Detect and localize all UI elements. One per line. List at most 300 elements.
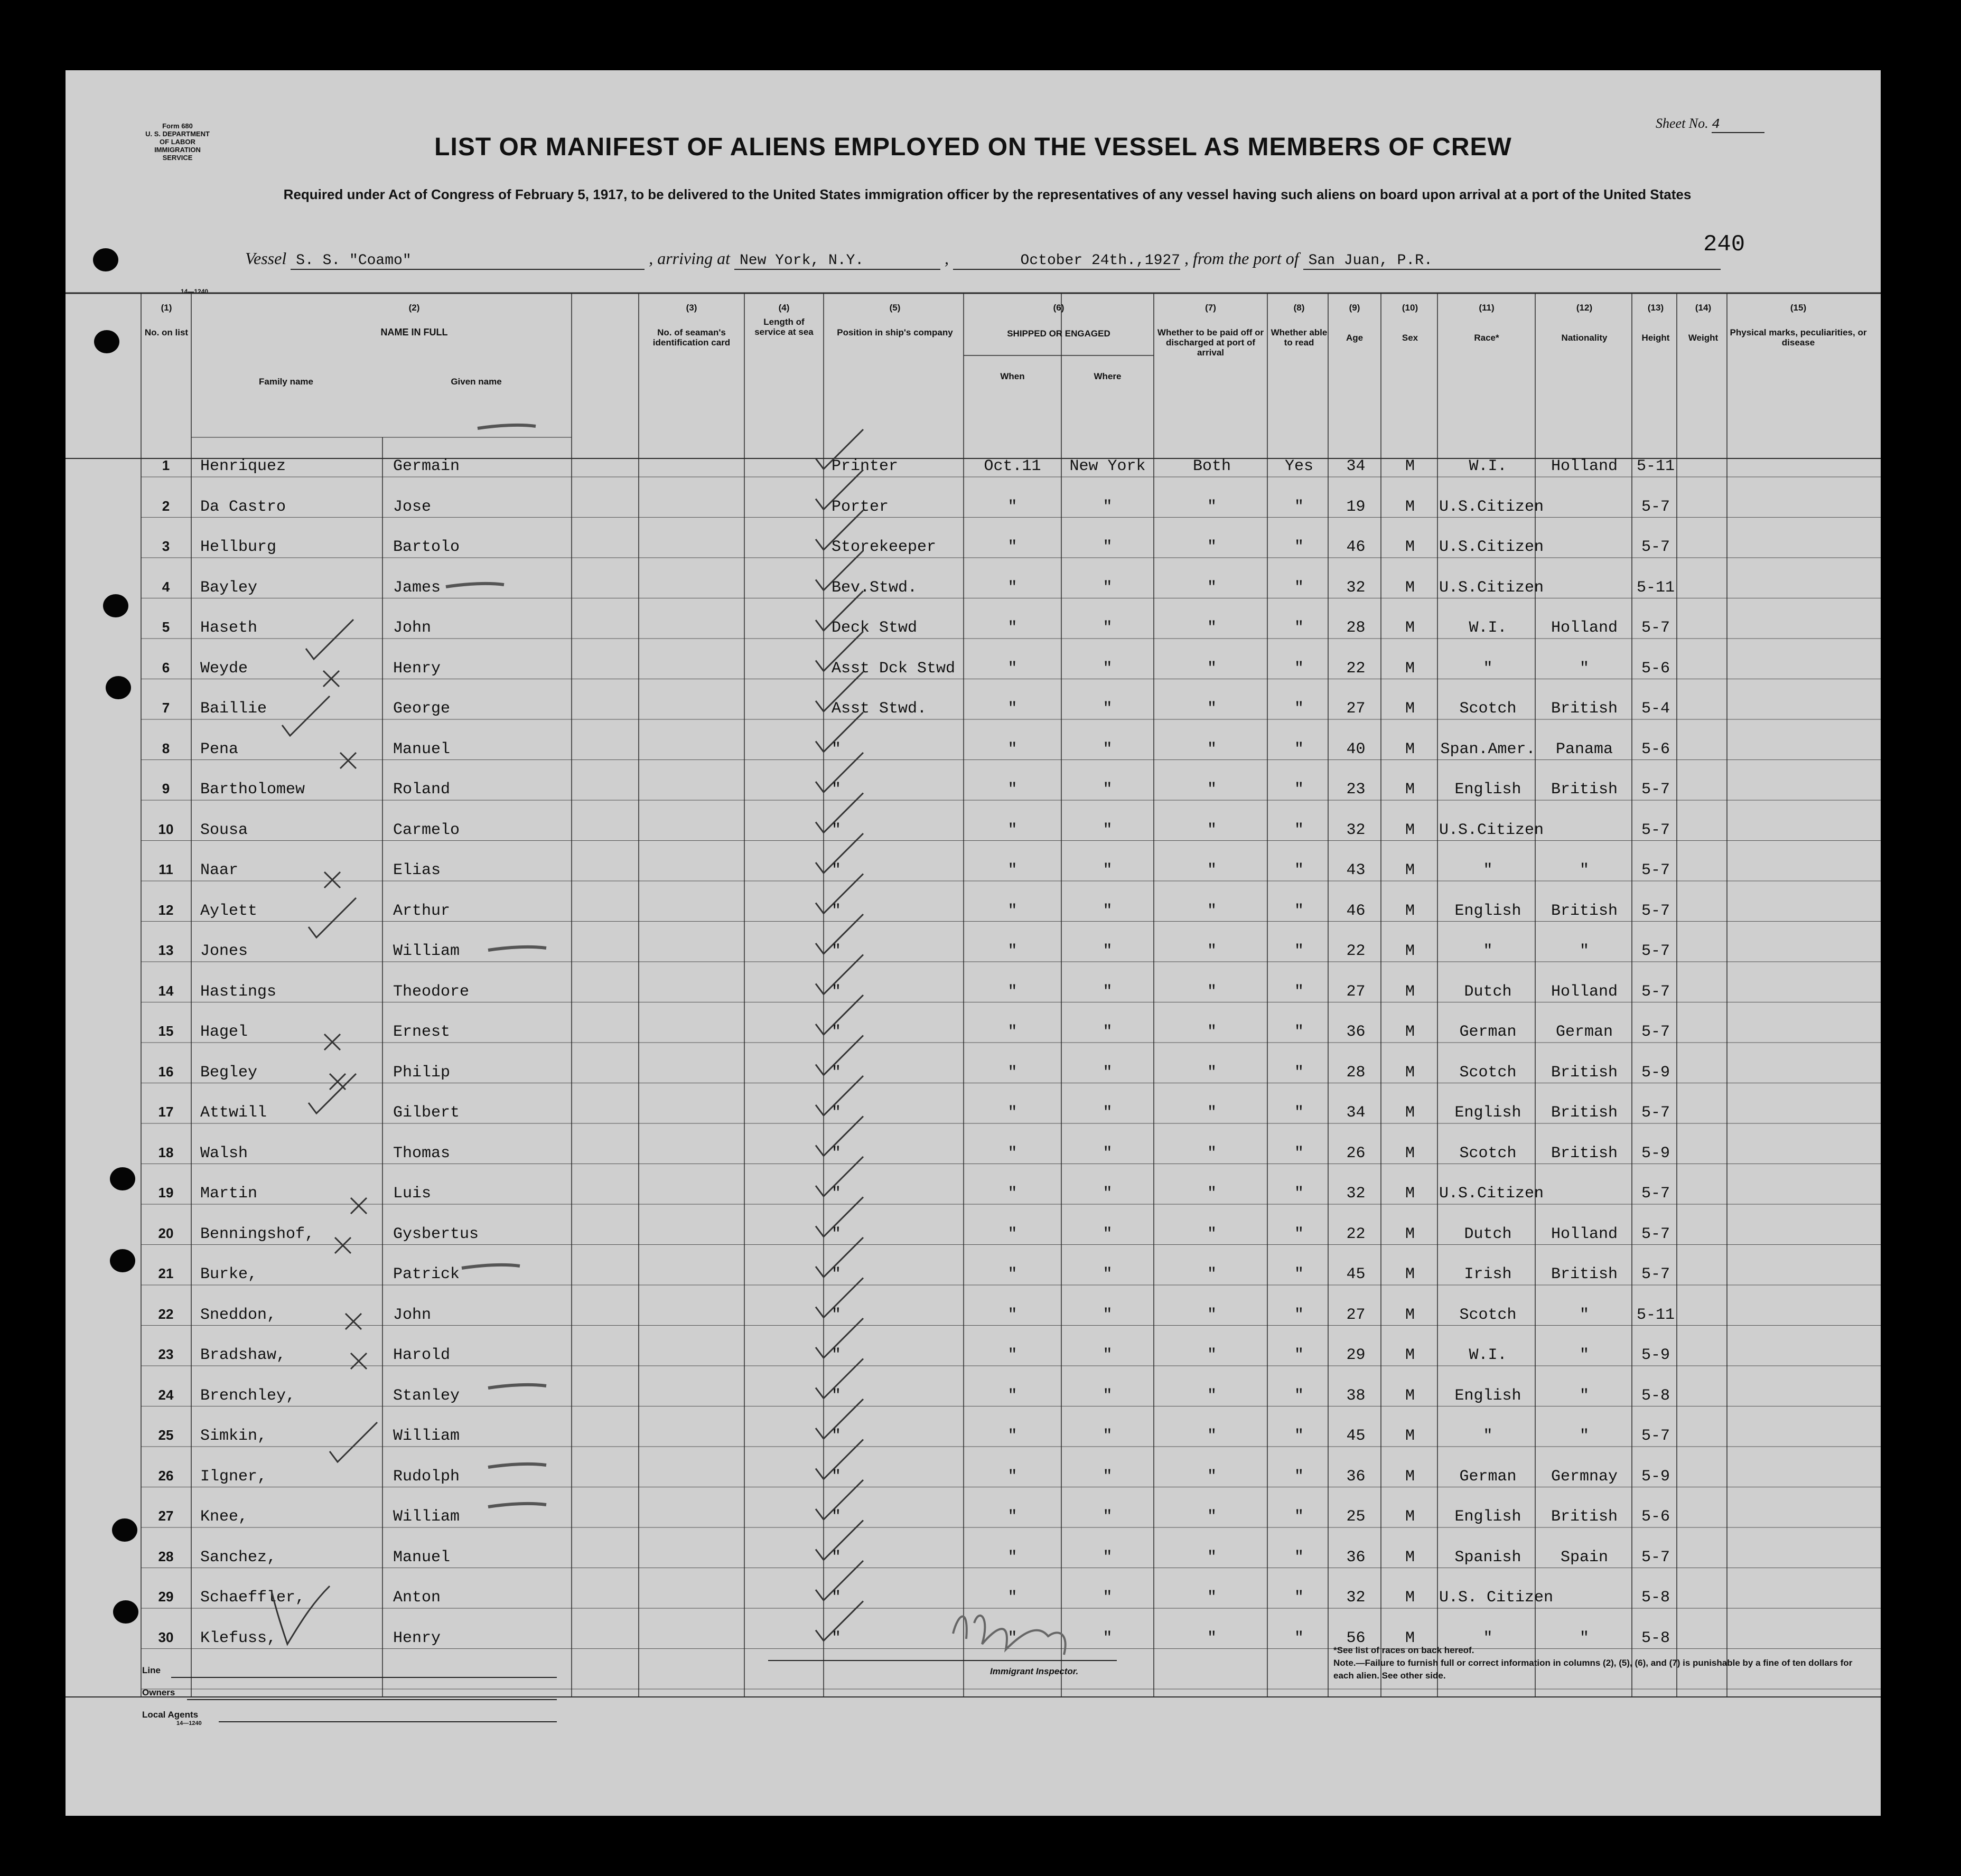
nationality: " [1579, 861, 1589, 879]
sex: M [1405, 1063, 1415, 1082]
row-number: 18 [158, 1144, 174, 1160]
sex: M [1405, 619, 1415, 637]
nationality: British [1551, 1144, 1618, 1162]
height: 5-6 [1641, 740, 1670, 758]
row-number: 25 [158, 1427, 174, 1443]
paid-off: " [1207, 982, 1217, 1001]
binder-hole [110, 1167, 135, 1190]
given-name: Theodore [393, 982, 470, 1001]
form-number: Form 680 [162, 122, 193, 130]
sex: M [1405, 659, 1415, 678]
paid-off: " [1207, 538, 1217, 556]
able-to-read: " [1294, 1508, 1304, 1526]
height: 5-4 [1641, 700, 1670, 718]
check-mark [816, 1076, 863, 1115]
race: U.S.Citizen [1439, 1185, 1544, 1203]
check-mark [816, 1480, 863, 1519]
document-subtitle: Required under Act of Congress of February 5, 1917, to be delivered to the United States immigration officer by the representatives of any vessel having such aliens on board upon arrival at a port of the United States [283, 186, 1692, 202]
row-number: 2 [162, 498, 170, 514]
able-to-read: " [1294, 1548, 1304, 1567]
able-to-read: " [1294, 1185, 1304, 1203]
position: " [832, 1225, 842, 1243]
family-name: Martin [200, 1185, 258, 1203]
height: 5-9 [1641, 1467, 1670, 1486]
height: 5-7 [1641, 1023, 1670, 1041]
given-name: Rudolph [393, 1467, 460, 1486]
arriving-label: , arriving at [649, 249, 730, 268]
row-number: 10 [158, 821, 174, 837]
nationality: " [1579, 942, 1589, 960]
shipped-when: " [1007, 1467, 1017, 1486]
pen-stroke [488, 947, 546, 950]
check-mark [816, 1521, 863, 1560]
height: 5-7 [1641, 1185, 1670, 1203]
position: " [832, 982, 842, 1001]
given-name: Bartolo [393, 538, 460, 556]
document-title: LIST OR MANIFEST OF ALIENS EMPLOYED ON THE VESSEL AS MEMBERS OF CREW [434, 133, 1512, 161]
age: 32 [1346, 821, 1366, 839]
height: 5-7 [1641, 1225, 1670, 1243]
race: W.I. [1469, 1346, 1507, 1364]
able-to-read: " [1294, 619, 1304, 637]
family-name: Brenchley, [200, 1386, 296, 1405]
age: 22 [1346, 942, 1366, 960]
paid-off: " [1207, 578, 1217, 597]
row-number: 19 [158, 1185, 174, 1200]
row-number: 27 [158, 1508, 174, 1524]
sex: M [1405, 1467, 1415, 1486]
height: 5-9 [1641, 1346, 1670, 1364]
position: Asst Stwd. [832, 700, 927, 718]
family-name: Schaeffler, [200, 1589, 305, 1607]
given-name: Gilbert [393, 1104, 460, 1122]
sex: M [1405, 578, 1415, 597]
shipped-where: " [1103, 1427, 1113, 1445]
height: 5-7 [1641, 619, 1670, 637]
height: 5-8 [1641, 1386, 1670, 1405]
family-name: Burke, [200, 1265, 258, 1283]
shipped-when: " [1007, 1063, 1017, 1082]
able-to-read: " [1294, 538, 1304, 556]
binder-hole [112, 1518, 137, 1542]
sex: M [1405, 1508, 1415, 1526]
row-number: 1 [162, 457, 170, 473]
given-name: Thomas [393, 1144, 451, 1162]
given-name: Henry [393, 1629, 441, 1647]
check-mark [816, 1318, 863, 1358]
shipped-where: " [1103, 700, 1113, 718]
position: " [832, 861, 842, 879]
shipped-where: " [1103, 1386, 1113, 1405]
able-to-read: " [1294, 659, 1304, 678]
race: English [1454, 1104, 1521, 1122]
nationality: Germnay [1551, 1467, 1618, 1486]
row-number: 3 [162, 538, 170, 554]
given-name: George [393, 700, 451, 718]
sex: M [1405, 982, 1415, 1001]
able-to-read: " [1294, 1427, 1304, 1445]
given-name: William [393, 1427, 460, 1445]
check-mark [816, 1561, 863, 1600]
shipped-where: " [1103, 982, 1113, 1001]
shipped-when: " [1007, 982, 1017, 1001]
print-code-bottom: 14—1240 [176, 1720, 202, 1727]
position: Porter [832, 498, 889, 516]
row-number: 7 [162, 700, 170, 716]
age: 36 [1346, 1467, 1366, 1486]
family-name: Sneddon, [200, 1306, 277, 1324]
sex: M [1405, 902, 1415, 920]
given-name: John [393, 619, 432, 637]
arrival-date: October 24th.,1927 [953, 252, 1180, 270]
age: 32 [1346, 1185, 1366, 1203]
able-to-read: " [1294, 1467, 1304, 1486]
paid-off: " [1207, 1306, 1217, 1324]
shipped-where: " [1103, 740, 1113, 758]
paid-off: " [1207, 498, 1217, 516]
x-mark [324, 872, 340, 888]
family-name: Attwill [200, 1104, 267, 1122]
col-11-header: (11) Race* [1474, 303, 1499, 343]
able-to-read: " [1294, 821, 1304, 839]
shipped-when: " [1007, 1306, 1017, 1324]
age: 27 [1346, 982, 1366, 1001]
height: 5-9 [1641, 1144, 1670, 1162]
sex: M [1405, 1346, 1415, 1364]
shipped-when: " [1007, 781, 1017, 799]
row-number: 4 [162, 578, 170, 595]
able-to-read: " [1294, 1629, 1304, 1647]
print-code-top: 14—1240 [181, 288, 209, 295]
where-header: Where [1094, 371, 1122, 381]
check-mark [816, 632, 863, 671]
sheet-number-label: Sheet No. [1656, 116, 1708, 131]
shipped-where: " [1103, 619, 1113, 637]
sex: M [1405, 1589, 1415, 1607]
shipped-when: " [1007, 1185, 1017, 1203]
height: 5-11 [1636, 578, 1675, 597]
inspector-label: Immigrant Inspector. [990, 1666, 1079, 1676]
shipped-when: " [1007, 1144, 1017, 1162]
row-number: 23 [158, 1346, 174, 1362]
position: " [832, 942, 842, 960]
nationality: British [1551, 1063, 1618, 1082]
nationality: Holland [1551, 982, 1618, 1001]
position: " [832, 1063, 842, 1082]
shipped-where: " [1103, 1306, 1113, 1324]
able-to-read: " [1294, 942, 1304, 960]
family-name: Sousa [200, 821, 248, 839]
x-mark [351, 1353, 367, 1369]
position: Asst Dck Stwd [832, 659, 956, 678]
sex: M [1405, 1144, 1415, 1162]
page-stamp-number: 240 [1703, 231, 1745, 258]
line-underline [171, 1677, 557, 1678]
position: Bev.Stwd. [832, 578, 918, 597]
paid-off: " [1207, 1063, 1217, 1082]
nationality: Holland [1551, 457, 1618, 475]
paid-off: Both [1192, 457, 1231, 475]
col-8-header: (8) Whether able to read [1271, 303, 1328, 348]
row-number: 28 [158, 1548, 174, 1564]
nationality: Spain [1560, 1548, 1608, 1567]
age: 36 [1346, 1023, 1366, 1041]
position: " [832, 1508, 842, 1526]
height: 5-6 [1641, 1508, 1670, 1526]
able-to-read: " [1294, 1023, 1304, 1041]
shipped-when: " [1007, 498, 1017, 516]
nationality: " [1579, 659, 1589, 678]
race: " [1483, 1427, 1493, 1445]
given-name-header: Given name [451, 377, 502, 387]
nationality: British [1551, 1508, 1618, 1526]
nationality: " [1579, 1629, 1589, 1647]
nationality: British [1551, 902, 1618, 920]
race: Spanish [1454, 1548, 1521, 1567]
family-name: Simkin, [200, 1427, 267, 1445]
shipped-when: " [1007, 1104, 1017, 1122]
race: U.S.Citizen [1439, 498, 1544, 516]
able-to-read: " [1294, 1306, 1304, 1324]
sex: M [1405, 1023, 1415, 1041]
paid-off: " [1207, 1346, 1217, 1364]
shipped-where: " [1103, 498, 1113, 516]
able-to-read: " [1294, 1386, 1304, 1405]
paid-off: " [1207, 659, 1217, 678]
sex: M [1405, 861, 1415, 879]
height: 5-7 [1641, 902, 1670, 920]
able-to-read: " [1294, 1144, 1304, 1162]
position: " [832, 781, 842, 799]
shipped-where: " [1103, 821, 1113, 839]
height: 5-7 [1641, 1548, 1670, 1567]
row-number: 29 [158, 1589, 174, 1605]
age: 22 [1346, 659, 1366, 678]
race: Dutch [1464, 982, 1512, 1001]
age: 36 [1346, 1548, 1366, 1567]
given-name: Manuel [393, 740, 451, 758]
vessel-line: Vessel S. S. "Coamo" , arriving at New York, N.Y. , October 24th.,1927 , from the port of San Juan, P.R. [245, 249, 1721, 270]
family-name: Baillie [200, 700, 267, 718]
paid-off: " [1207, 1467, 1217, 1486]
family-name: Pena [200, 740, 239, 758]
paid-off: " [1207, 821, 1217, 839]
age: 23 [1346, 781, 1366, 799]
able-to-read: " [1294, 902, 1304, 920]
row-number: 16 [158, 1063, 174, 1080]
paid-off: " [1207, 1548, 1217, 1567]
race: Scotch [1459, 700, 1517, 718]
shipped-when: " [1007, 1265, 1017, 1283]
agents-underline [219, 1721, 557, 1722]
pen-stroke [446, 584, 504, 587]
sex: M [1405, 457, 1415, 475]
shipped-when: " [1007, 821, 1017, 839]
col-5-header: (5) Position in ship's company [837, 303, 953, 337]
row-number: 8 [162, 740, 170, 756]
sex: M [1405, 1306, 1415, 1324]
shipped-where: " [1103, 1185, 1113, 1203]
check-mark [816, 429, 863, 469]
able-to-read: " [1294, 1063, 1304, 1082]
race: Span.Amer. [1440, 740, 1536, 758]
race: " [1483, 861, 1493, 879]
vessel-label: Vessel [245, 249, 287, 268]
check-mark [330, 1422, 377, 1462]
shipped-where: " [1103, 1589, 1113, 1607]
row-number: 13 [158, 942, 174, 958]
nationality: German [1555, 1023, 1613, 1041]
check-mark [816, 551, 863, 590]
nationality: Panama [1555, 740, 1613, 758]
footer-notes [1333, 1644, 1862, 1682]
arrival-port: New York, N.Y. [734, 252, 940, 270]
age: 29 [1346, 1346, 1366, 1364]
shipped-when: " [1007, 619, 1017, 637]
race: Scotch [1459, 1063, 1517, 1082]
x-mark [351, 1198, 367, 1214]
shipped-where: " [1103, 1508, 1113, 1526]
nationality: Holland [1551, 619, 1618, 637]
race: U.S. Citizen [1439, 1589, 1554, 1607]
sex: M [1405, 740, 1415, 758]
pen-stroke [462, 1265, 520, 1268]
col-3-header: (3) No. of seaman's identification card [652, 303, 731, 348]
family-name: Hellburg [200, 538, 277, 556]
given-name: Germain [393, 457, 460, 475]
age: 32 [1346, 578, 1366, 597]
paid-off: " [1207, 1104, 1217, 1122]
shipped-where: " [1103, 781, 1113, 799]
col-14-header: (14) Weight [1688, 303, 1719, 343]
row-number: 20 [158, 1225, 174, 1241]
pen-stroke [488, 1464, 546, 1467]
able-to-read: " [1294, 1225, 1304, 1243]
sex: M [1405, 1185, 1415, 1203]
owners-underline [187, 1699, 557, 1700]
position: " [832, 1265, 842, 1283]
height: 5-8 [1641, 1589, 1670, 1607]
height: 5-7 [1641, 982, 1670, 1001]
family-name: Benningshof, [200, 1225, 315, 1243]
row-number: 11 [158, 861, 173, 877]
col-10-header: (10) Sex [1402, 303, 1418, 343]
able-to-read: " [1294, 1346, 1304, 1364]
shipped-when: " [1007, 1427, 1017, 1445]
shipped-when: " [1007, 1548, 1017, 1567]
family-name: Hagel [200, 1023, 248, 1041]
row-number: 21 [158, 1265, 174, 1281]
sex: M [1405, 700, 1415, 718]
col-6-header: (6) SHIPPED OR ENGAGED [1007, 303, 1110, 339]
vessel-name: S. S. "Coamo" [291, 252, 645, 270]
check-mark [816, 1399, 863, 1439]
age: 45 [1346, 1427, 1366, 1445]
able-to-read: " [1294, 1104, 1304, 1122]
shipped-where: " [1103, 942, 1113, 960]
sheet-number-value: 4 [1712, 116, 1764, 133]
paid-off: " [1207, 740, 1217, 758]
sex: M [1405, 1629, 1415, 1647]
nationality: " [1579, 1386, 1589, 1405]
nationality: " [1579, 1427, 1589, 1445]
position: Printer [832, 457, 899, 475]
shipped-where: " [1103, 1063, 1113, 1082]
sex: M [1405, 1225, 1415, 1243]
shipped-when: " [1007, 700, 1017, 718]
position: " [832, 1306, 842, 1324]
able-to-read: " [1294, 700, 1304, 718]
race: U.S.Citizen [1439, 578, 1544, 597]
paid-off: " [1207, 1225, 1217, 1243]
family-name: Klefuss, [200, 1629, 277, 1647]
height: 5-7 [1641, 821, 1670, 839]
shipped-when: " [1007, 1589, 1017, 1607]
shipped-where: " [1103, 1346, 1113, 1364]
nationality: British [1551, 781, 1618, 799]
height: 5-7 [1641, 498, 1670, 516]
shipped-when: " [1007, 1225, 1017, 1243]
age: 26 [1346, 1144, 1366, 1162]
check-mark [816, 1036, 863, 1075]
able-to-read: " [1294, 982, 1304, 1001]
position: " [832, 740, 842, 758]
check-mark [816, 712, 863, 752]
given-name: Harold [393, 1346, 451, 1364]
row-number: 6 [162, 659, 170, 676]
check-mark [816, 1237, 863, 1277]
sex: M [1405, 781, 1415, 799]
paid-off: " [1207, 1144, 1217, 1162]
x-mark [330, 1074, 345, 1090]
paid-off: " [1207, 861, 1217, 879]
binder-hole [94, 330, 119, 353]
row-number: 17 [158, 1104, 174, 1120]
age: 32 [1346, 1589, 1366, 1607]
binder-hole [103, 594, 128, 617]
col-12-header: (12) Nationality [1561, 303, 1608, 343]
height: 5-7 [1641, 861, 1670, 879]
age: 34 [1346, 457, 1366, 475]
manifest-sheet [66, 70, 1881, 1816]
shipped-when: " [1007, 740, 1017, 758]
check-mark [816, 753, 863, 792]
check-mark [816, 1117, 863, 1156]
position: " [832, 1427, 842, 1445]
able-to-read: " [1294, 861, 1304, 879]
age: 28 [1346, 1063, 1366, 1082]
local-agents-label: Local Agents [142, 1710, 199, 1720]
given-name: Elias [393, 861, 441, 879]
check-marks [66, 70, 1881, 1816]
check-mark [816, 1278, 863, 1318]
sex: M [1405, 498, 1415, 516]
row-number: 22 [158, 1306, 174, 1322]
paid-off: " [1207, 1629, 1217, 1647]
check-mark [306, 620, 353, 659]
binder-hole [106, 676, 131, 699]
able-to-read: " [1294, 1589, 1304, 1607]
family-name: Naar [200, 861, 239, 879]
able-to-read: " [1294, 1265, 1304, 1283]
given-name: Henry [393, 659, 441, 678]
able-to-read: " [1294, 781, 1304, 799]
col-15-header: (15) Physical marks, peculiarities, or disease [1730, 303, 1867, 348]
check-mark [816, 1601, 863, 1641]
able-to-read: " [1294, 578, 1304, 597]
age: 46 [1346, 902, 1366, 920]
nationality: " [1579, 1346, 1589, 1364]
